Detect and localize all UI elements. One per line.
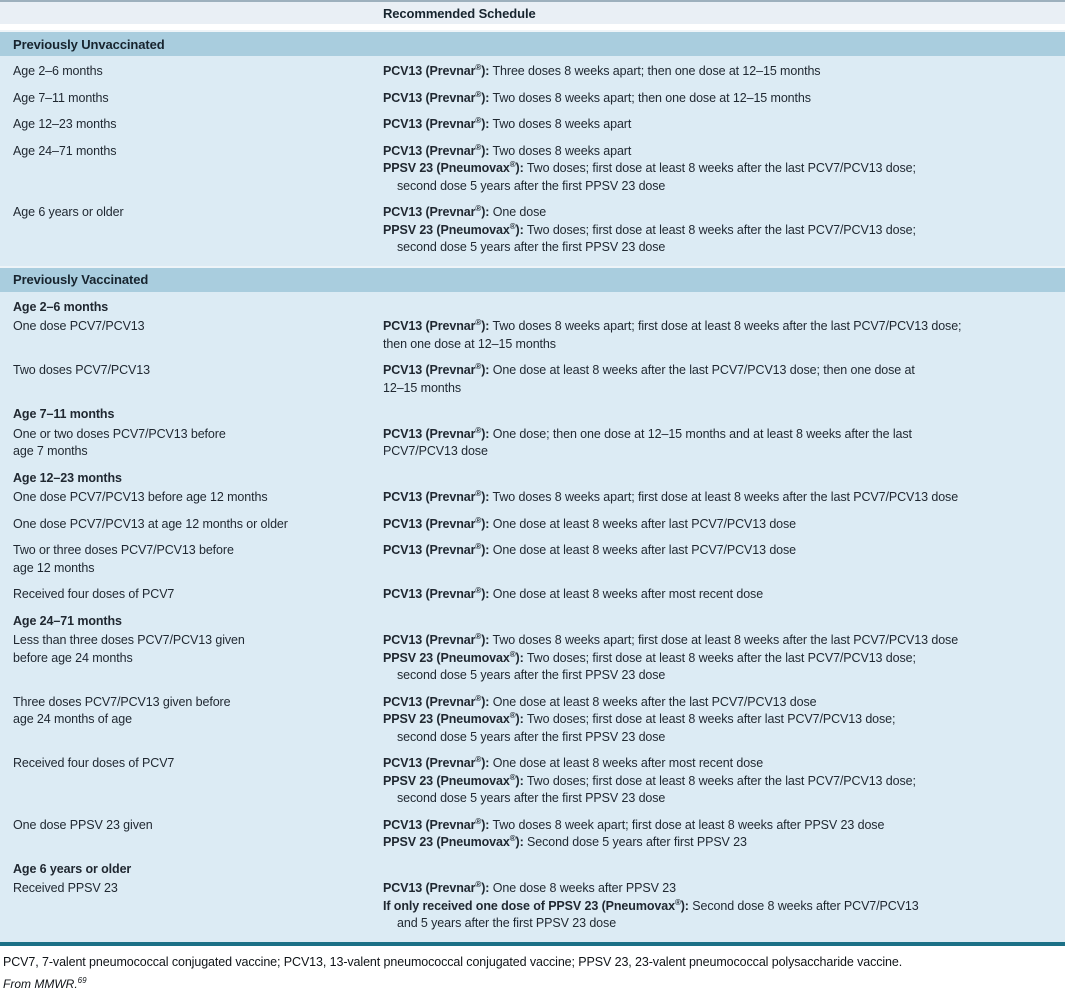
registered-trademark-icon: ® (475, 515, 482, 525)
schedule-text: Two doses; first dose at least 8 weeks after the last PCV7/PCV13 dose; (523, 650, 916, 665)
schedule-cell (383, 489, 1065, 507)
vaccine-name: ): (481, 817, 490, 832)
schedule-text: Two doses 8 weeks apart; then one dose at 12–15 months (489, 90, 811, 105)
table-footer (0, 946, 1065, 997)
schedule-text: One dose at least 8 weeks after most recent dose (489, 756, 764, 770)
vaccine-name: PCV13 (Prevnar (383, 633, 476, 647)
table-row (0, 362, 1065, 397)
condition-line: One dose PCV7/PCV13 (13, 319, 145, 333)
condition-line: Received PPSV 23 (13, 881, 118, 895)
vaccine-name: ): (481, 694, 490, 709)
registered-trademark-icon: ® (475, 693, 482, 703)
condition-cell (0, 318, 383, 353)
schedule-line (383, 63, 1065, 81)
vaccine-name: ): (481, 426, 490, 441)
registered-trademark-icon: ® (475, 115, 482, 125)
condition-cell (0, 755, 383, 808)
schedule-line (383, 318, 1065, 336)
table-row (0, 632, 1065, 685)
schedule-text: Two doses; first dose at least 8 weeks after the last PCV7/PCV13 dose; (523, 161, 916, 175)
schedule-cell (383, 880, 1065, 933)
schedule-line (383, 222, 1065, 240)
table-row (0, 63, 1065, 81)
schedule-text: second dose 5 years after the first PPSV 23 dose (397, 791, 666, 805)
condition-cell (0, 516, 383, 534)
schedule-line (383, 586, 1065, 604)
schedule-text: second dose 5 years after the first PPSV 23 dose (397, 240, 666, 254)
condition-cell (0, 817, 383, 852)
registered-trademark-icon: ® (509, 221, 516, 231)
registered-trademark-icon: ® (475, 754, 482, 764)
registered-trademark-icon: ® (674, 897, 681, 907)
schedule-line (383, 362, 1065, 380)
schedule-text: One dose at least 8 weeks after the last PCV7/PCV13 dose (489, 694, 817, 709)
vaccine-name: ): (481, 143, 490, 158)
condition-cell (0, 426, 383, 461)
schedule-text: Two doses 8 weeks apart; first dose at least 8 weeks after the last PCV7/PCV13 dose (489, 490, 959, 504)
vaccine-name: PCV13 (Prevnar (383, 881, 476, 895)
registered-trademark-icon: ® (475, 541, 482, 551)
condition-cell (0, 542, 383, 577)
vaccine-name: PCV13 (Prevnar (383, 756, 476, 770)
table-row (0, 755, 1065, 808)
condition-cell (0, 204, 383, 257)
condition-cell (0, 90, 383, 108)
condition-cell (0, 694, 383, 747)
condition-line: Less than three doses PCV7/PCV13 given (13, 633, 245, 647)
condition-line: One dose PCV7/PCV13 at age 12 months or older (13, 516, 288, 531)
vaccine-name: PCV13 (Prevnar (383, 516, 476, 531)
schedule-line (383, 729, 1065, 747)
schedule-line (383, 336, 1065, 354)
schedule-line (383, 143, 1065, 161)
schedule-line (383, 178, 1065, 196)
schedule-line (383, 817, 1065, 835)
schedule-text: One dose; then one dose at 12–15 months and at least 8 weeks after the last (489, 426, 912, 441)
abbreviations-footnote: PCV7, 7-valent pneumococcal conjugated vaccine; PCV13, 13-valent pneumococcal conjugated vaccine; PPSV 23, 23-valent pneumococcal polysaccharide vaccine. (3, 954, 903, 969)
vaccine-name: ): (481, 587, 490, 601)
vaccine-name: ): (481, 363, 490, 377)
schedule-line (383, 773, 1065, 791)
vaccine-name: ): (481, 543, 490, 557)
schedule-line (383, 516, 1065, 534)
schedule-text: 12–15 months (383, 380, 462, 395)
table-row (0, 817, 1065, 852)
schedule-line (383, 834, 1065, 852)
table-row (0, 542, 1065, 577)
schedule-line (383, 915, 1065, 933)
schedule-line (383, 632, 1065, 650)
schedule-line (383, 160, 1065, 178)
schedule-text: One dose 8 weeks after PPSV 23 (489, 881, 676, 895)
section-body (0, 292, 1065, 942)
schedule-line (383, 755, 1065, 773)
registered-trademark-icon: ® (509, 159, 516, 169)
vaccine-name: If only received one dose of PPSV 23 (Pneumovax (383, 898, 675, 913)
registered-trademark-icon: ® (475, 816, 482, 826)
schedule-cell (383, 755, 1065, 808)
schedule-cell (383, 63, 1065, 81)
schedule-line (383, 694, 1065, 712)
condition-line: Received four doses of PCV7 (13, 756, 175, 770)
schedule-line (383, 443, 1065, 461)
vaccine-name: ): (481, 90, 490, 105)
condition-line: Received four doses of PCV7 (13, 587, 175, 601)
age-group-subheader: Age 24–71 months (13, 613, 122, 628)
schedule-cell (383, 90, 1065, 108)
vaccine-name: PCV13 (Prevnar (383, 363, 476, 377)
schedule-cell (383, 116, 1065, 134)
vaccine-name: PPSV 23 (Pneumovax (383, 712, 510, 726)
vaccine-name: ): (481, 205, 490, 219)
table-row (0, 204, 1065, 257)
schedule-cell (383, 632, 1065, 685)
schedule-cell (383, 204, 1065, 257)
condition-line: before age 24 months (13, 650, 133, 665)
schedule-line (383, 650, 1065, 668)
vaccine-name: PCV13 (Prevnar (383, 490, 476, 504)
schedule-line (383, 116, 1065, 134)
schedule-text: Two doses; first dose at least 8 weeks after the last PCV7/PCV13 dose; (523, 222, 916, 237)
schedule-line (383, 898, 1065, 916)
schedule-text: Second dose 8 weeks after PCV7/PCV13 (688, 898, 919, 913)
condition-line: Age 12–23 months (13, 117, 117, 131)
condition-cell (0, 880, 383, 933)
vaccine-name: ): (515, 650, 524, 665)
schedule-cell (383, 143, 1065, 196)
schedule-cell (383, 426, 1065, 461)
condition-line: Three doses PCV7/PCV13 given before (13, 694, 231, 709)
age-group-subheader: Age 12–23 months (13, 470, 122, 485)
schedule-text: Second dose 5 years after first PPSV 23 (523, 835, 747, 849)
schedule-cell (383, 318, 1065, 353)
vaccine-name: ): (515, 835, 524, 849)
vaccine-name: PCV13 (Prevnar (383, 817, 476, 832)
schedule-text: Two doses 8 weeks apart (489, 117, 632, 131)
vaccine-name: PCV13 (Prevnar (383, 143, 476, 158)
schedule-line (383, 667, 1065, 685)
vaccine-name: PCV13 (Prevnar (383, 319, 476, 333)
condition-line: Two doses PCV7/PCV13 (13, 363, 150, 377)
table-row (0, 694, 1065, 747)
table-header-row (0, 0, 1065, 24)
table-row (0, 116, 1065, 134)
condition-line: age 24 months of age (13, 712, 132, 726)
vaccine-name: PCV13 (Prevnar (383, 426, 476, 441)
condition-cell (0, 489, 383, 507)
vaccine-name: PPSV 23 (Pneumovax (383, 773, 510, 788)
registered-trademark-icon: ® (475, 142, 482, 152)
condition-line: One dose PCV7/PCV13 before age 12 months (13, 490, 268, 504)
table-row (0, 586, 1065, 604)
schedule-cell (383, 586, 1065, 604)
table-sections (0, 30, 1065, 942)
schedule-line (383, 542, 1065, 560)
vaccine-name: PPSV 23 (Pneumovax (383, 222, 510, 237)
schedule-line (383, 380, 1065, 398)
table-row (0, 880, 1065, 933)
schedule-text: Three doses 8 weeks apart; then one dose at 12–15 months (489, 64, 821, 78)
schedule-line (383, 90, 1065, 108)
schedule-text: then one dose at 12–15 months (383, 336, 556, 351)
section-header: Previously Unvaccinated (0, 30, 1065, 56)
vaccine-name: ): (481, 516, 490, 531)
schedule-line (383, 880, 1065, 898)
schedule-line (383, 711, 1065, 729)
table-row (0, 489, 1065, 507)
table-row (0, 143, 1065, 196)
schedule-text: Two doses; first dose at least 8 weeks after the last PCV7/PCV13 dose; (523, 773, 916, 788)
schedule-cell (383, 362, 1065, 397)
age-group-subheader: Age 2–6 months (13, 299, 109, 314)
vaccine-name: PCV13 (Prevnar (383, 90, 476, 105)
condition-line: Two or three doses PCV7/PCV13 before (13, 543, 234, 557)
reference-number: 69 (77, 975, 87, 985)
source-citation (3, 977, 1062, 991)
registered-trademark-icon: ® (509, 833, 516, 843)
age-group-subheader: Age 7–11 months (13, 407, 115, 421)
vaccine-name: PPSV 23 (Pneumovax (383, 650, 510, 665)
registered-trademark-icon: ® (509, 710, 516, 720)
schedule-text: second dose 5 years after the first PPSV 23 dose (397, 729, 666, 744)
vaccine-name: PCV13 (Prevnar (383, 694, 476, 709)
registered-trademark-icon: ® (509, 772, 516, 782)
vaccine-name: PCV13 (Prevnar (383, 117, 476, 131)
recommended-schedule-column-header: Recommended Schedule (383, 5, 536, 21)
vaccine-name: ): (680, 898, 689, 913)
section-body (0, 56, 1065, 266)
registered-trademark-icon: ® (475, 361, 482, 371)
schedule-cell (383, 516, 1065, 534)
condition-line: Age 6 years or older (13, 205, 124, 219)
schedule-text: Two doses 8 weeks apart (489, 143, 632, 158)
vaccine-name: PPSV 23 (Pneumovax (383, 835, 510, 849)
vaccine-name: ): (515, 712, 524, 726)
vaccine-name: ): (481, 319, 490, 333)
schedule-text: One dose at least 8 weeks after most recent dose (489, 587, 764, 601)
condition-line: age 12 months (13, 560, 95, 575)
condition-line: One or two doses PCV7/PCV13 before (13, 426, 226, 441)
schedule-text: One dose (489, 205, 547, 219)
schedule-text: second dose 5 years after the first PPSV 23 dose (397, 668, 666, 682)
condition-cell (0, 586, 383, 604)
registered-trademark-icon: ® (475, 488, 482, 498)
schedule-text: Two doses 8 weeks apart; first dose at least 8 weeks after the last PCV7/PCV13 dose; (489, 319, 962, 333)
registered-trademark-icon: ® (475, 203, 482, 213)
vaccine-name: ): (515, 773, 524, 788)
vaccine-name: ): (515, 222, 524, 237)
condition-line: Age 2–6 months (13, 64, 103, 78)
schedule-text: Two doses 8 week apart; first dose at least 8 weeks after PPSV 23 dose (489, 817, 885, 832)
schedule-text: Two doses 8 weeks apart; first dose at least 8 weeks after the last PCV7/PCV13 dose (489, 633, 959, 647)
vaccine-name: ): (481, 490, 490, 504)
vaccine-name: PCV13 (Prevnar (383, 205, 476, 219)
table-row (0, 318, 1065, 353)
vaccine-name: ): (481, 633, 490, 647)
registered-trademark-icon: ® (475, 631, 482, 641)
source-text: From MMWR. (3, 976, 78, 991)
vaccine-name: PCV13 (Prevnar (383, 64, 476, 78)
registered-trademark-icon: ® (475, 62, 482, 72)
schedule-text: second dose 5 years after the first PPSV 23 dose (397, 178, 666, 193)
vaccine-name: PPSV 23 (Pneumovax (383, 161, 510, 175)
schedule-line (383, 426, 1065, 444)
condition-cell (0, 362, 383, 397)
condition-cell (0, 143, 383, 196)
condition-cell (0, 632, 383, 685)
registered-trademark-icon: ® (475, 317, 482, 327)
schedule-line (383, 239, 1065, 257)
schedule-line (383, 204, 1065, 222)
schedule-text: PCV7/PCV13 dose (383, 444, 488, 458)
condition-line: age 7 months (13, 444, 88, 458)
table-row (0, 516, 1065, 534)
registered-trademark-icon: ® (475, 585, 482, 595)
condition-cell (0, 116, 383, 134)
vaccine-name: ): (481, 756, 490, 770)
vaccine-name: ): (481, 117, 490, 131)
schedule-text: and 5 years after the first PPSV 23 dose (397, 916, 617, 930)
table-row (0, 90, 1065, 108)
condition-line: Age 24–71 months (13, 143, 117, 158)
schedule-line (383, 489, 1065, 507)
schedule-text: One dose at least 8 weeks after last PCV7/PCV13 dose (489, 543, 797, 557)
schedule-cell (383, 694, 1065, 747)
vaccine-name: PCV13 (Prevnar (383, 587, 476, 601)
table-row (0, 426, 1065, 461)
registered-trademark-icon: ® (475, 425, 482, 435)
condition-line: One dose PPSV 23 given (13, 817, 153, 832)
schedule-cell (383, 542, 1065, 577)
vaccine-name: ): (515, 161, 524, 175)
condition-cell (0, 63, 383, 81)
vaccine-name: ): (481, 881, 490, 895)
schedule-line (383, 790, 1065, 808)
registered-trademark-icon: ® (475, 879, 482, 889)
schedule-text: Two doses; first dose at least 8 weeks after last PCV7/PCV13 dose; (523, 712, 896, 726)
schedule-text: One dose at least 8 weeks after the last PCV7/PCV13 dose; then one dose at (489, 363, 915, 377)
age-group-subheader: Age 6 years or older (13, 861, 132, 876)
registered-trademark-icon: ® (475, 89, 482, 99)
registered-trademark-icon: ® (509, 649, 516, 659)
vaccine-name: PCV13 (Prevnar (383, 543, 476, 557)
section-header: Previously Vaccinated (0, 266, 1065, 292)
schedule-text: One dose at least 8 weeks after last PCV7/PCV13 dose (489, 516, 797, 531)
vaccine-name: ): (481, 64, 490, 78)
condition-line: Age 7–11 months (13, 90, 109, 105)
schedule-cell (383, 817, 1065, 852)
